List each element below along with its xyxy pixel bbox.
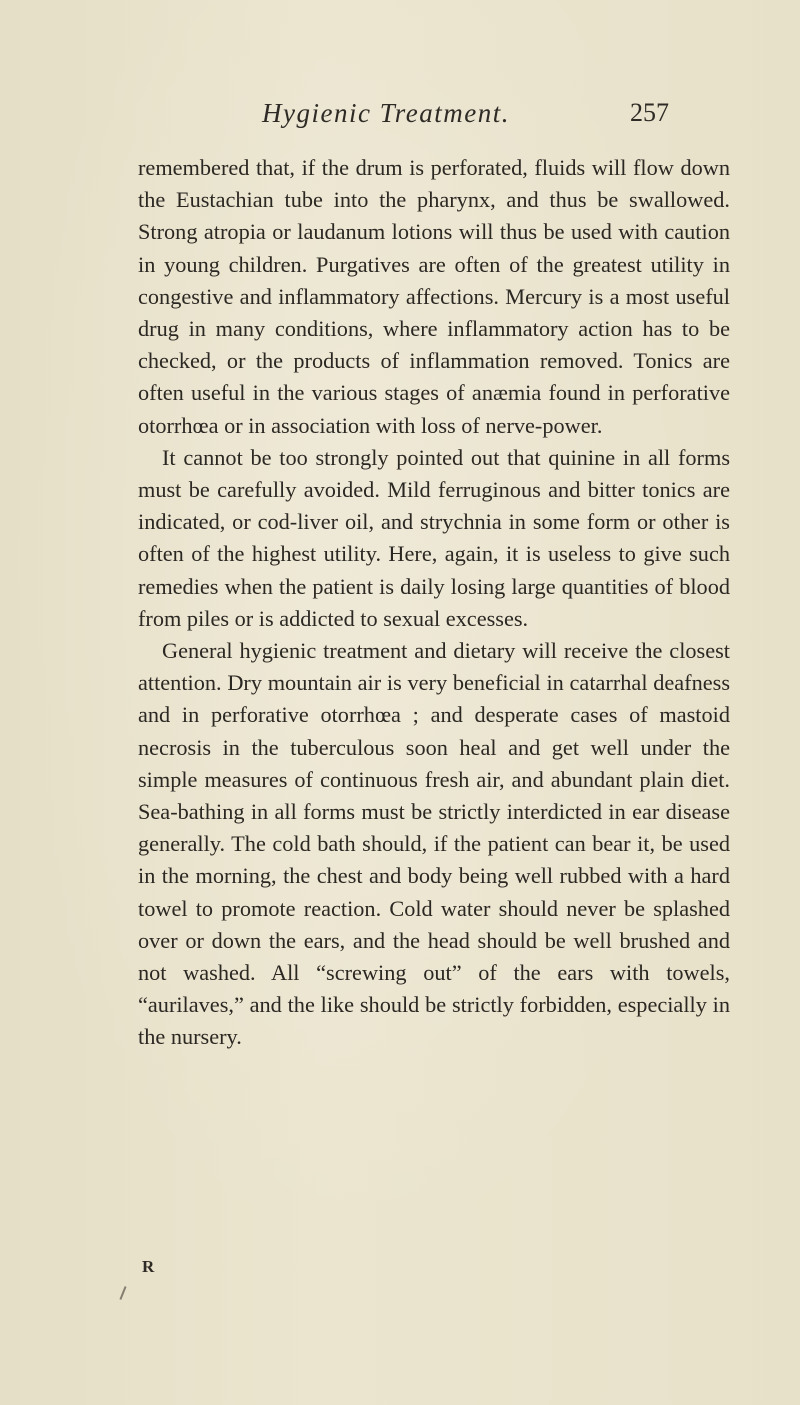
paragraph-hygienic-treatment: General hygienic treatment and dietary will receive the closest attention. Dry mountain air is very beneficial in catarrhal deafness and in perforative otorrhœa ; and desperate cases of mastoid necrosis in the tuberculous soon heal and get well under the simple measures of continuous fresh air, and abundant plain diet. Sea-bathing in all forms must be strictly interdicted in ear disease generally. The cold bath should, if the patient can bear it, be used in the morning, the chest and body being well rubbed with a hard towel to promote reaction. Cold water should never be splashed over or down the ears, and the head should be well brushed and not washed. All “screwing out” of the ears with towels, “aurilaves,” and the like should be strictly forbidden, especially in the nursery. xyxy=(138,638,730,1050)
running-head xyxy=(0,98,800,138)
body-text xyxy=(138,152,730,1054)
running-title: Hygienic Treatment. xyxy=(262,98,510,128)
margin-mark xyxy=(119,1286,126,1300)
signature-mark: R xyxy=(142,1257,155,1276)
paragraph-continuation: remembered that, if the drum is perforated, fluids will flow down the Eustachian tube into the pharynx, and thus be swallowed. Strong atropia or laudanum lotions will thus be used with caution in young children. Purgatives are often of the greatest utility in congestive and inflammatory affections. Mercury is a most useful drug in many conditions, where inflammatory action has to be checked, or the products of inflammation removed. Tonics are often useful in the various stages of anæmia found in perforative otorrhœa or in association with loss of nerve-power. xyxy=(138,155,730,438)
paragraph-quinine: It cannot be too strongly pointed out that quinine in all forms must be carefully avoided. Mild ferruginous and bitter tonics are indicated, or cod-liver oil, and strychnia in some form or other is often of the highest utility. Here, again, it is useless to give such remedies when the patient is daily losing large quantities of blood from piles or is addicted to sexual excesses. xyxy=(138,444,730,631)
page-number: 257 xyxy=(630,98,669,127)
